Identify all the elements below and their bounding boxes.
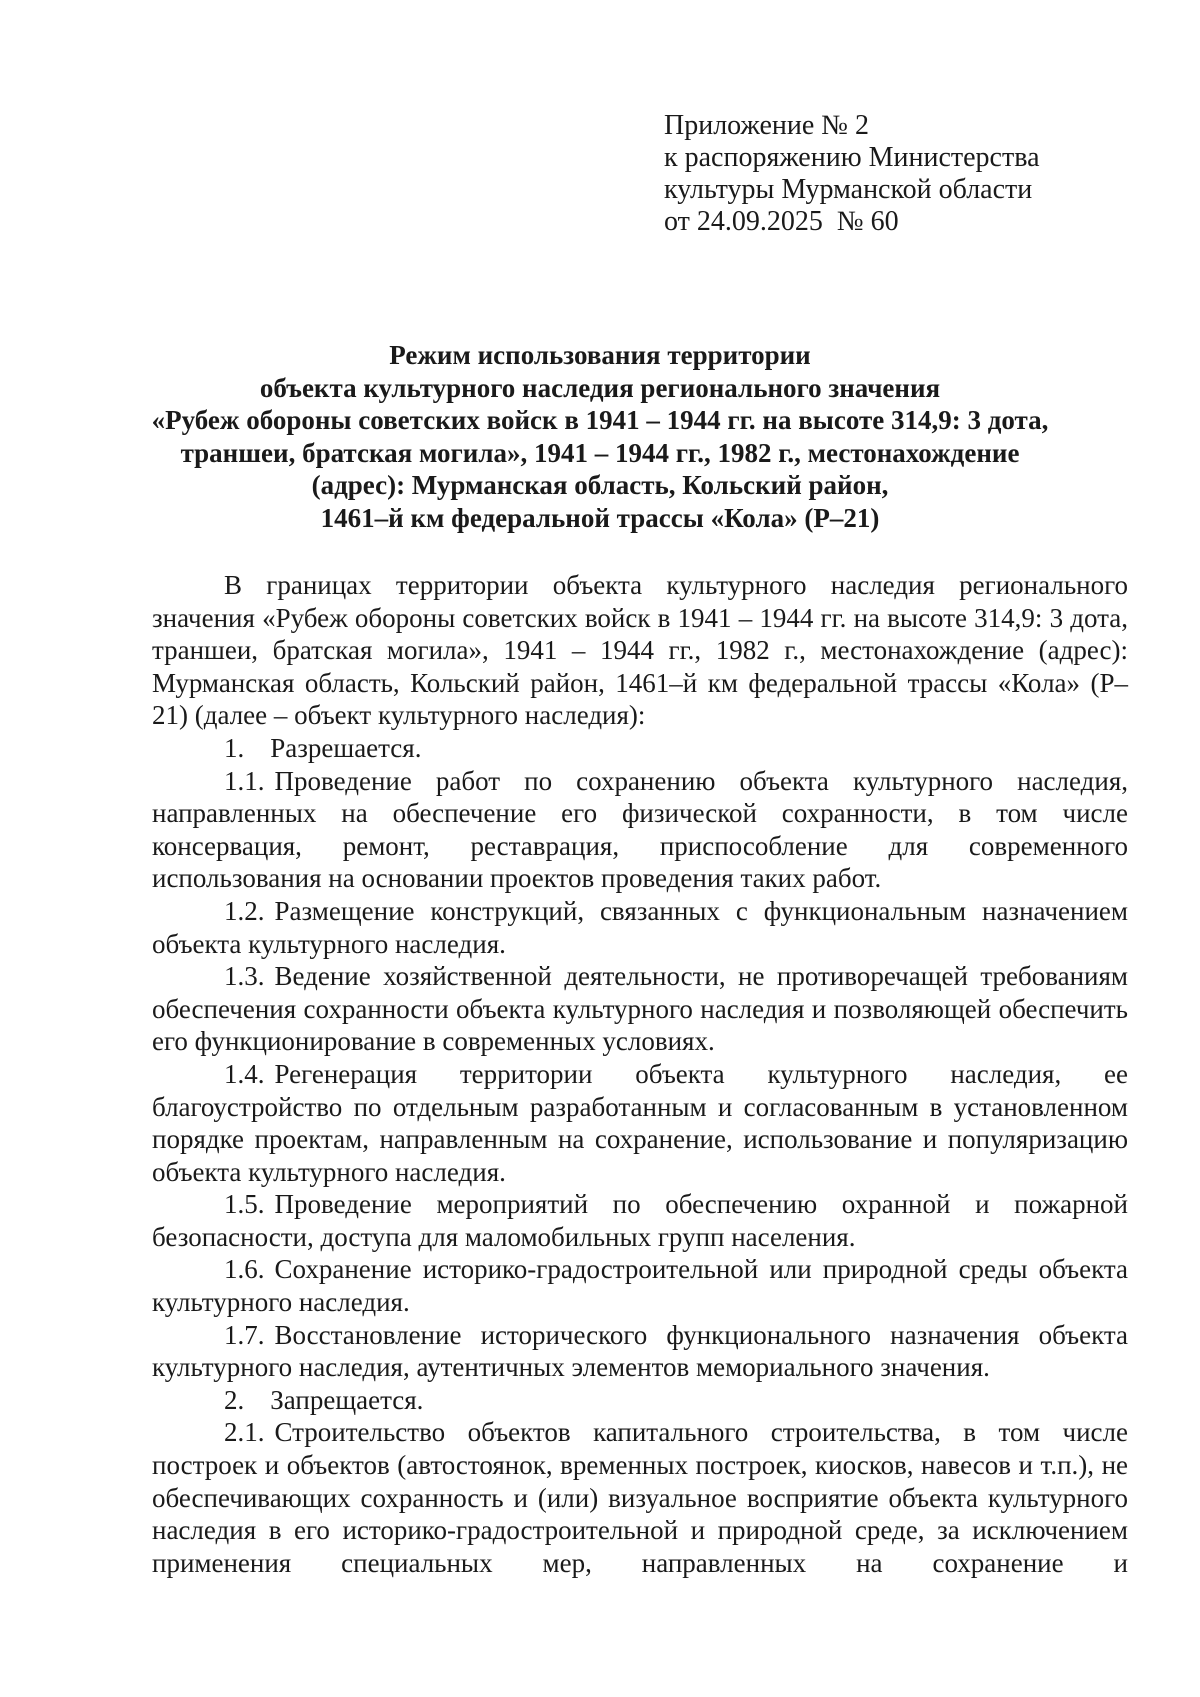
item-number: 1.2. xyxy=(224,895,265,926)
appendix-line-3: культуры Мурманской области xyxy=(664,174,1033,205)
item-text: Строительство объектов капитального строительства, в том числе построек и объектов (автостоянок, временных построек, киосков, навесов и т.п.), не обеспечивающих сохранность и (или) визуальное восприятие объекта культурного наследия в его историко-градостроительной и природной среде, за исключением применения специальных мер, направленных на сохранение и xyxy=(152,1417,1128,1578)
item-1-6 xyxy=(152,1253,1128,1318)
section-2-number: 2. xyxy=(224,1384,245,1415)
item-number: 2.1. xyxy=(224,1417,265,1448)
section-1-title: Разрешается. xyxy=(270,732,422,763)
item-number: 1.3. xyxy=(224,961,265,992)
item-1-4 xyxy=(152,1058,1128,1188)
item-number: 1.5. xyxy=(224,1189,265,1220)
title-line-4: траншеи, братская могила», 1941 – 1944 гг., 1982 г., местонахождение xyxy=(180,437,1020,468)
title-line-2: объекта культурного наследия регионального значения xyxy=(259,372,941,403)
item-number: 1.7. xyxy=(224,1319,265,1350)
appendix-line-2: к распоряжению Министерства xyxy=(664,142,1040,173)
item-1-7 xyxy=(152,1319,1128,1384)
title-line-1: Режим использования территории xyxy=(389,340,811,370)
item-text: Проведение работ по сохранению объекта культурного наследия, направленных на обеспечение его физической сохранности, в том числе консервация, ремонт, реставрация, приспособление для современного использования на основании проектов проведения таких работ. xyxy=(152,765,1128,894)
item-text: Регенерация территории объекта культурного наследия, ее благоустройство по отдельным разработанным и согласованным в установленном порядке проектам, направленным на сохранение, использование и популяризацию объекта культурного наследия. xyxy=(152,1058,1128,1187)
document-title xyxy=(140,339,1060,534)
item-text: Восстановление исторического функционального назначения объекта культурного наследия, аутентичных элементов мемориального значения. xyxy=(152,1319,1128,1383)
item-text: Сохранение историко-градостроительной или природной среды объекта культурного наследия. xyxy=(152,1254,1128,1318)
section-1-number: 1. xyxy=(224,732,245,763)
section-2-heading xyxy=(152,1384,1128,1417)
item-number: 1.4. xyxy=(224,1058,265,1089)
section-2-title: Запрещается. xyxy=(270,1384,424,1415)
item-number: 1.1. xyxy=(224,765,265,796)
appendix-line-1: Приложение № 2 xyxy=(664,110,869,141)
item-text: Размещение конструкций, связанных с функциональным назначением объекта культурного наследия. xyxy=(152,895,1128,959)
appendix-line-4: от 24.09.2025 № 60 xyxy=(664,206,899,237)
item-text: Ведение хозяйственной деятельности, не противоречащей требованиям обеспечения сохранности объекта культурного наследия и позволяющей обеспечить его функционирование в современных условиях. xyxy=(152,961,1128,1057)
item-text: Проведение мероприятий по обеспечению охранной и пожарной безопасности, доступа для маломобильных групп населения. xyxy=(152,1189,1128,1252)
title-line-3: «Рубеж обороны советских войск в 1941 – 1944 гг. на высоте 314,9: 3 дота, xyxy=(151,405,1049,435)
item-1-2 xyxy=(152,895,1128,960)
item-2-1 xyxy=(152,1416,1128,1579)
section-1-heading xyxy=(152,732,1128,765)
item-1-3 xyxy=(152,960,1128,1058)
appendix-header xyxy=(664,110,1124,238)
intro-paragraph: В границах территории объекта культурного наследия регионального значения «Рубеж обороны советских войск в 1941 – 1944 гг. на высоте 314,9: 3 дота, траншеи, братская могила», 1941 – 1944 гг., 1982 г., местонахождение (адрес): Мурманская область, Кольский район, 1461–й км федеральной трассы «Кола» (Р–21) (далее – объект культурного наследия): xyxy=(152,570,1128,731)
title-line-5: (адрес): Мурманская область, Кольский район, xyxy=(311,470,889,500)
item-1-1 xyxy=(152,765,1128,895)
title-line-6: 1461–й км федеральной трассы «Кола» (Р–21) xyxy=(320,502,880,533)
document-body xyxy=(152,569,1128,1579)
item-1-5 xyxy=(152,1188,1128,1253)
item-number: 1.6. xyxy=(224,1254,265,1285)
